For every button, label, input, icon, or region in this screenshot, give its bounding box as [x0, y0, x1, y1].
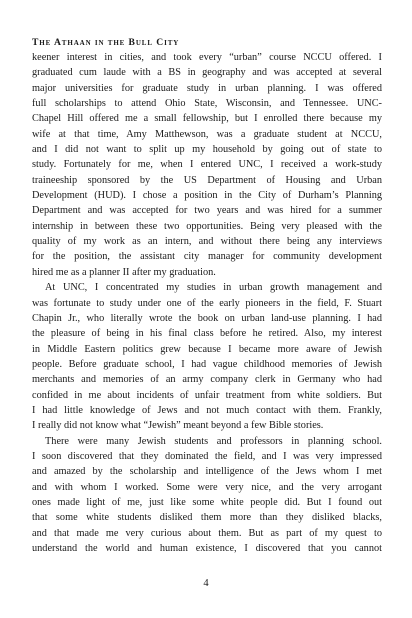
body-text	[32, 50, 382, 556]
paragraph	[32, 434, 382, 557]
text-line: quality of my work as an intern, and without there being any interviews	[32, 236, 382, 248]
text-line: I really did not know what “Jewish” meant beyond a few Bible stories.	[32, 420, 324, 432]
text-line: that some white students disliked them more than they disliked blacks,	[32, 512, 382, 524]
text-line: graduated cum laude with a BS in geography and was accepted at several	[32, 67, 382, 79]
text-line: ones made light of me, just like some white people did. But I found out	[32, 496, 382, 508]
text-line: I soon discovered that they dominated the field, and I was very impressed	[32, 450, 382, 462]
text-line: and amazed by the scholarship and intelligence of the Jews whom I met	[32, 466, 382, 478]
text-line: traineeship sponsored by the US Department of Housing and Urban	[32, 174, 382, 186]
text-line: merchants and memories of an army company clerk in Germany who had	[32, 374, 382, 386]
text-line: I had little knowledge of Jews and not much contact with them. Frankly,	[32, 404, 382, 416]
text-line: the pleasure of being in his final class before he retired. Also, my interest	[32, 328, 382, 340]
text-line: for the position, the assistant city manager for community development	[32, 251, 382, 263]
text-line: study. Fortunately for me, when I entered UNC, I received a work-study	[32, 159, 382, 171]
text-line: keener interest in cities, and took every “urban” course NCCU offered. I	[32, 52, 382, 63]
text-line: hired me as a planner II after my graduation.	[32, 266, 216, 278]
text-line: Chapel Hill offered me a small fellowship, but I enrolled there because my	[32, 113, 382, 125]
text-line: Chapin Jr., who literally wrote the book on urban land-use planning. I had	[32, 312, 382, 324]
text-line: There were many Jewish students and professors in planning school.	[45, 435, 382, 447]
text-line: understand the world and human existence, I discovered that you cannot	[32, 543, 382, 554]
text-line: people. Before graduate school, I had vague childhood memories of Jewish	[32, 358, 382, 370]
text-line: Department and was accepted for two years and was hired for a summer	[32, 205, 382, 217]
text-line: Development (HUD). I chose a position in the City of Durham’s Planning	[32, 190, 382, 202]
text-line: major universities for graduate study in urban planning. I was offered	[32, 82, 382, 94]
running-head: The Athaan in the Bull City	[32, 37, 180, 48]
text-line: was fortunate to study under one of the early pioneers in the field, F. Stuart	[32, 297, 382, 309]
text-line: in Middle Eastern politics grew because I became more aware of Jewish	[32, 343, 382, 355]
text-line: and that made me very curious about them. But as part of my quest to	[32, 527, 382, 539]
text-line: confided in me about incidents of unfair treatment from white soldiers. But	[32, 389, 382, 401]
paragraph	[32, 50, 382, 280]
text-line: At UNC, I concentrated my studies in urban growth management and	[45, 282, 382, 294]
paragraph	[32, 280, 382, 433]
text-line: and with whom I worked. Some were very nice, and the very arrogant	[32, 481, 382, 493]
text-line: wife at that time, Amy Matthewson, was a graduate student at NCCU,	[32, 128, 382, 140]
text-line: and I did not want to split up my household by going out of state to	[32, 144, 382, 156]
page-number: 4	[203, 578, 209, 589]
text-line: internship in between these two opportunities. Being very pleased with the	[32, 220, 382, 232]
text-line: full scholarships to attend Ohio State, Wisconsin, and Tennessee. UNC-	[32, 98, 382, 110]
